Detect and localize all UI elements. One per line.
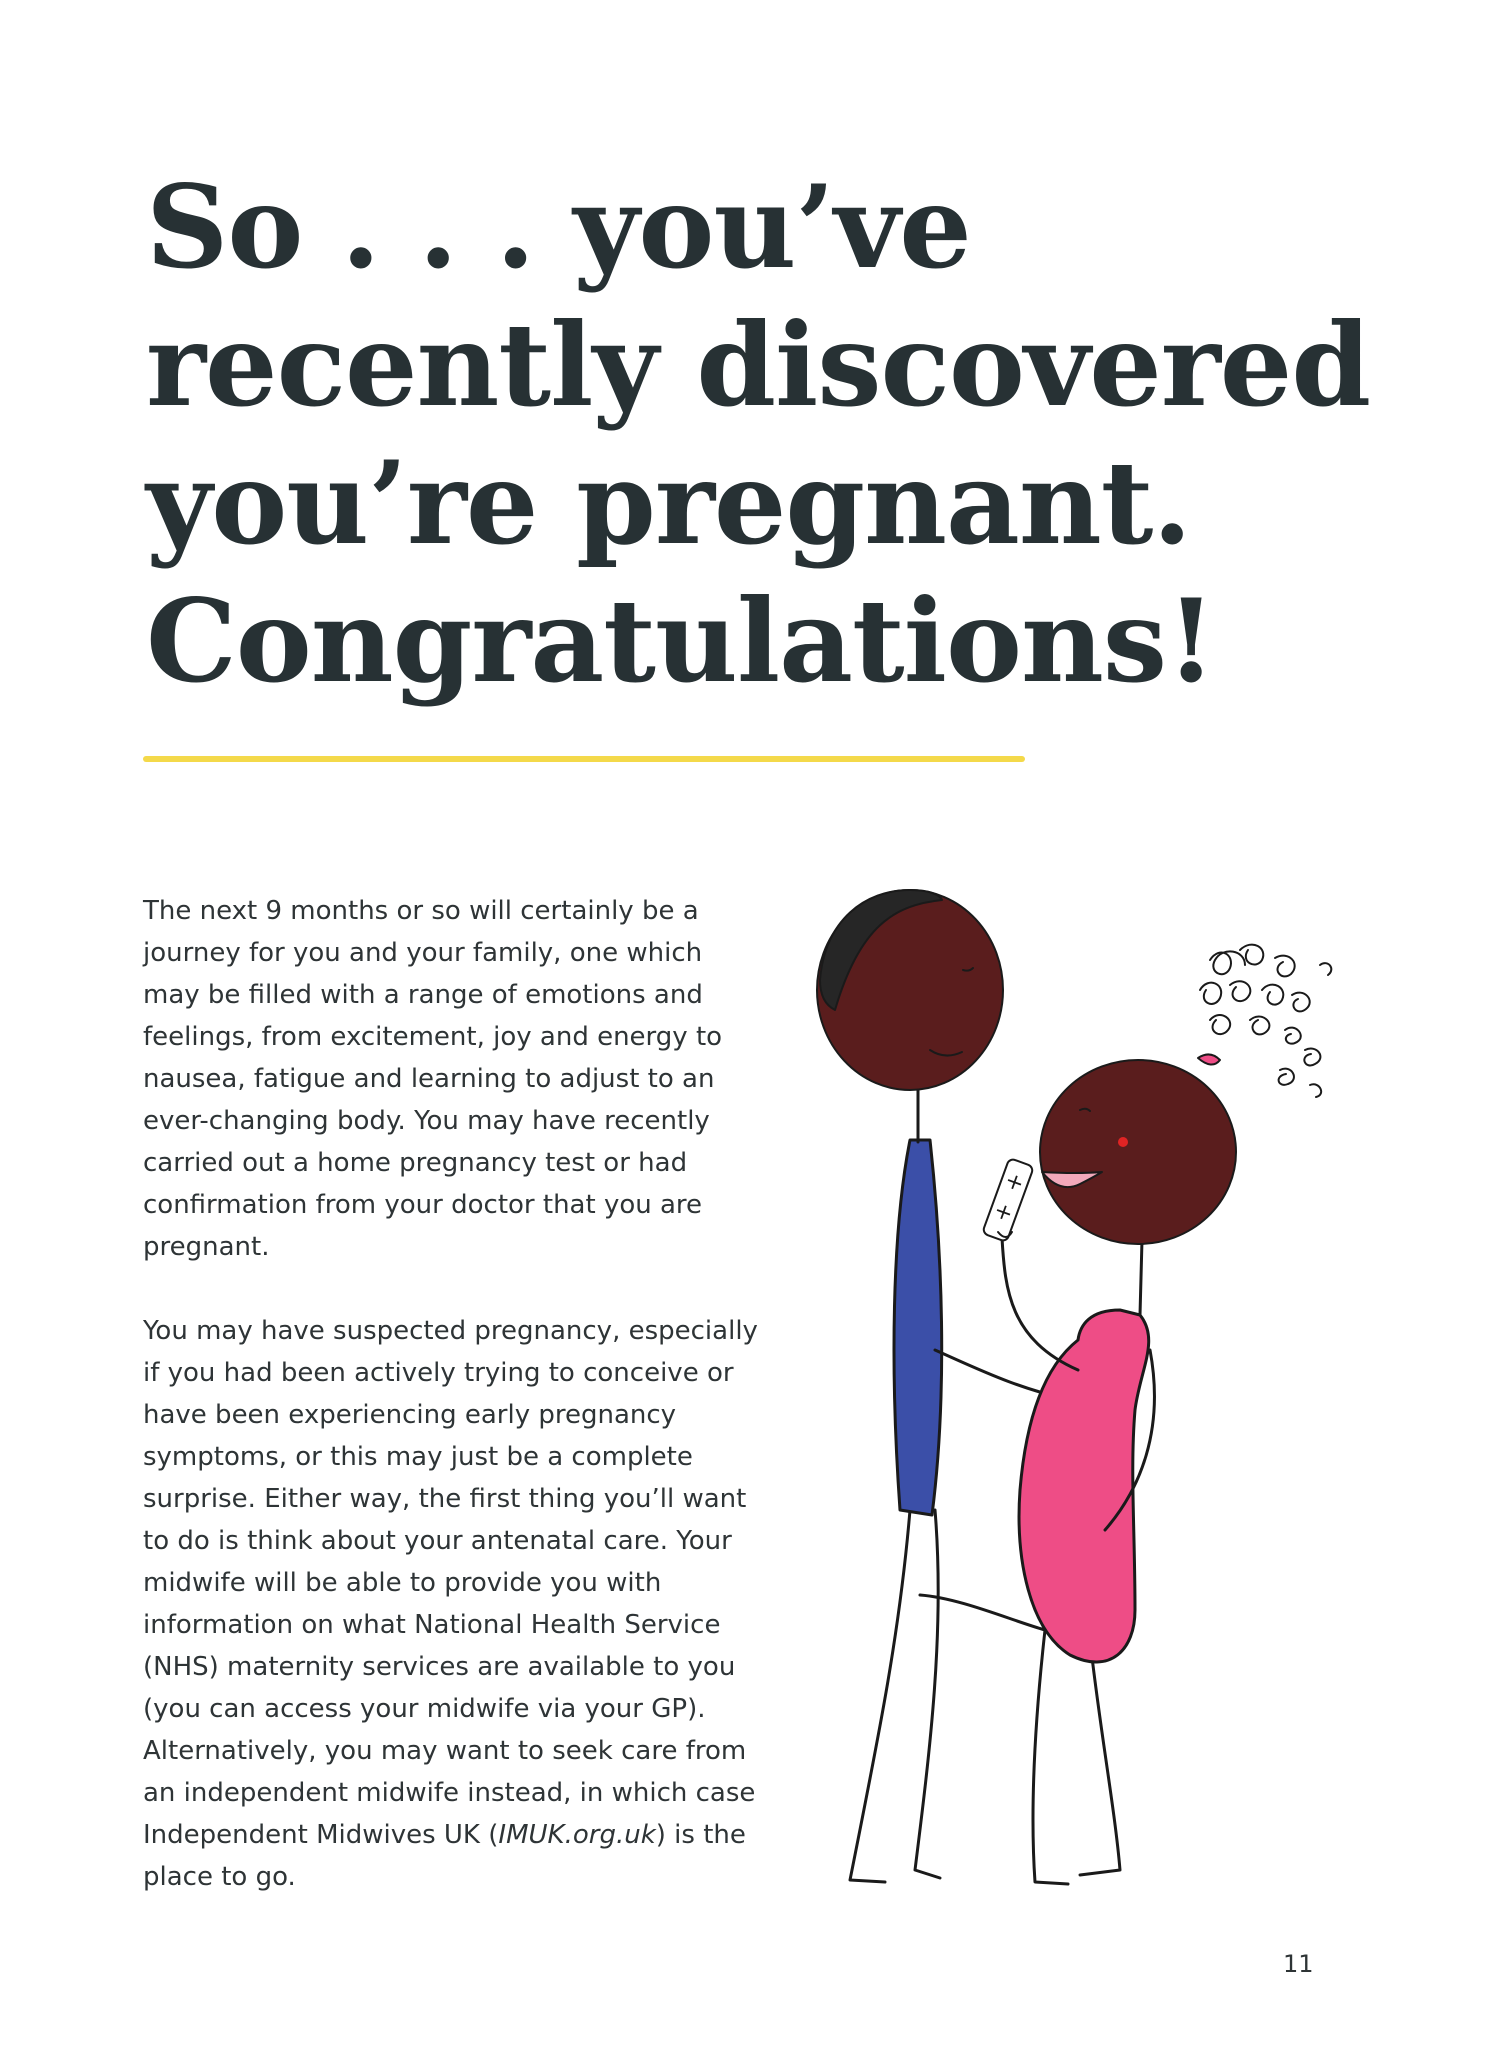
woman-dress xyxy=(1019,1310,1149,1662)
page-title xyxy=(146,158,1371,710)
paragraph-antenatal-main: You may have suspected pregnancy, especially if you had been actively trying to conceive or have been experiencing early pregnancy symptoms, or this may just be a complete surprise. Either way, the first thing you’ll want to do is think about your antenatal care. Your midwife will be able to provide you with information on what National Health Service (NHS) maternity services are available to you (you can access your midwife via your GP). Alternatively, you may want to seek care from an independent midwife instead, in which case Independent Midwives UK ( xyxy=(143,1316,758,1850)
title-line-3: you’re pregnant. xyxy=(146,436,1192,570)
test-mark-1: + xyxy=(1001,1167,1028,1198)
title-underline-divider xyxy=(143,756,1025,762)
paragraph-antenatal-care xyxy=(143,1310,763,1898)
paragraph-intro: The next 9 months or so will certainly be a journey for you and your family, one which may be filled with a range of emotions and feelings, from excitement, joy and energy to nausea, fatigue and learning to adjust to an ever-changing body. You may have recently carried out a home pregnancy test or had confirmation from your doctor that you are pregnant. xyxy=(143,896,723,1262)
man-head xyxy=(817,890,1003,1090)
test-mark-2: + xyxy=(990,1197,1017,1228)
page-number: 11 xyxy=(1283,1950,1314,1978)
woman-neck xyxy=(1140,1240,1142,1315)
man-shirt xyxy=(894,1140,942,1515)
woman-hair-bun xyxy=(1200,945,1331,1097)
paragraph-antenatal-end: ) is the place to go. xyxy=(143,1820,746,1892)
couple-illustration xyxy=(780,870,1430,1930)
imuk-website-link: IMUK.org.uk xyxy=(498,1820,656,1850)
woman-head xyxy=(1040,1054,1236,1244)
pregnancy-test-icon xyxy=(982,1158,1034,1242)
man-legs xyxy=(850,1510,940,1882)
title-line-2: recently discovered xyxy=(146,298,1371,432)
woman-hair-tie xyxy=(1198,1054,1220,1064)
title-line-1: So . . . you’ve xyxy=(146,160,971,294)
body-text xyxy=(143,890,763,1940)
woman-cheek xyxy=(1118,1137,1128,1147)
title-line-4: Congratulations! xyxy=(146,574,1216,708)
